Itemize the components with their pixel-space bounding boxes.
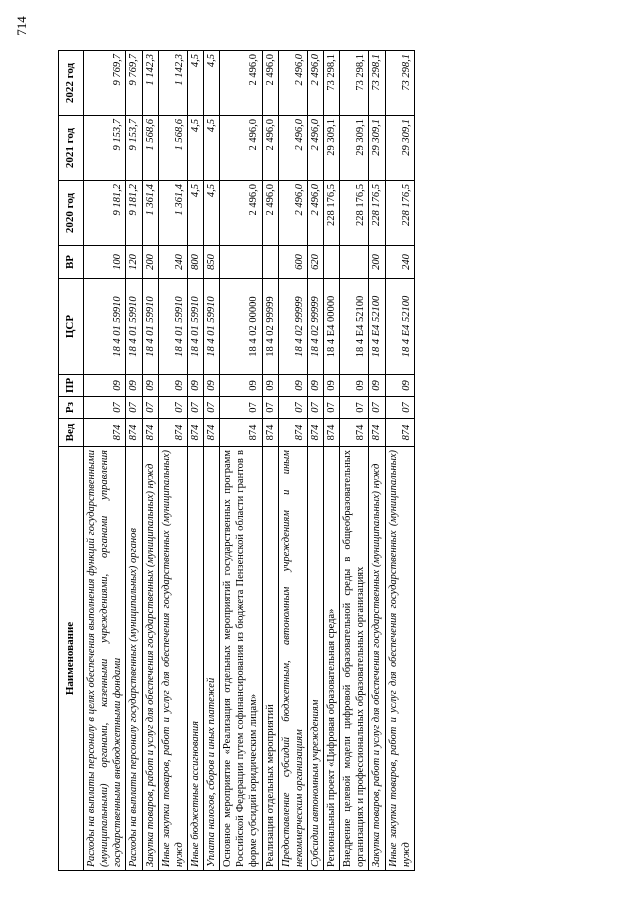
cell-csr: 18 4 01 59910 (158, 279, 187, 375)
table-row (262, 51, 278, 871)
cell-2020: 1 361,4 (142, 181, 158, 246)
header-2021: 2021 год (59, 116, 84, 181)
cell-2020: 2 496,0 (220, 181, 262, 246)
table-row (220, 51, 262, 871)
cell-pr: 09 (278, 375, 307, 397)
table-row (340, 51, 369, 871)
table-row (158, 51, 187, 871)
cell-vr (220, 246, 262, 279)
header-rz: Рз (59, 397, 84, 419)
cell-csr: 18 4 E4 52100 (385, 279, 414, 375)
cell-2022: 1 142,3 (142, 51, 158, 116)
cell-csr: 18 4 E4 52100 (340, 279, 369, 375)
cell-2020: 4,5 (204, 181, 220, 246)
cell-vr: 600 (278, 246, 307, 279)
header-2020: 2020 год (59, 181, 84, 246)
cell-ved: 874 (307, 419, 323, 447)
header-vr: ВР (59, 246, 84, 279)
cell-2021: 29 309,1 (340, 116, 369, 181)
cell-rz: 07 (340, 397, 369, 419)
table-row (307, 51, 323, 871)
cell-2020: 9 181,2 (126, 181, 142, 246)
cell-csr: 18 4 01 59910 (142, 279, 158, 375)
header-csr: ЦСР (59, 279, 84, 375)
header-name: Наименование (59, 447, 84, 871)
header-2022: 2022 год (59, 51, 84, 116)
cell-rz: 07 (220, 397, 262, 419)
cell-csr: 18 4 E4 52100 (369, 279, 385, 375)
cell-ved: 874 (187, 419, 203, 447)
cell-ved: 874 (324, 419, 340, 447)
cell-2021: 2 496,0 (278, 116, 307, 181)
cell-pr: 09 (187, 375, 203, 397)
table-row (142, 51, 158, 871)
cell-name: Уплата налогов, сборов и иных платежей (204, 447, 220, 871)
cell-rz: 07 (369, 397, 385, 419)
cell-2022: 73 298,1 (369, 51, 385, 116)
cell-ved: 874 (84, 419, 126, 447)
cell-ved: 874 (142, 419, 158, 447)
cell-pr: 09 (307, 375, 323, 397)
cell-2022: 2 496,0 (220, 51, 262, 116)
cell-vr: 620 (307, 246, 323, 279)
cell-2022: 4,5 (204, 51, 220, 116)
cell-2022: 2 496,0 (307, 51, 323, 116)
cell-csr: 18 4 02 99999 (262, 279, 278, 375)
cell-pr: 09 (126, 375, 142, 397)
cell-rz: 07 (158, 397, 187, 419)
cell-rz: 07 (84, 397, 126, 419)
cell-2021: 29 309,1 (369, 116, 385, 181)
cell-2022: 9 769,7 (84, 51, 126, 116)
cell-name: Основное мероприятие «Реализация отдельных мероприятий государственных программ Российской Федерации путем софинансирования из бюджета Пензенской области грантов в форме субсидий юридическим лицам» (220, 447, 262, 871)
table-row (126, 51, 142, 871)
cell-2021: 9 153,7 (84, 116, 126, 181)
cell-2020: 1 361,4 (158, 181, 187, 246)
cell-2021: 29 309,1 (385, 116, 414, 181)
budget-table (58, 50, 415, 871)
cell-name: Иные бюджетные ассигнования (187, 447, 203, 871)
cell-rz: 07 (262, 397, 278, 419)
cell-ved: 874 (340, 419, 369, 447)
cell-rz: 07 (278, 397, 307, 419)
cell-csr: 18 4 01 59910 (126, 279, 142, 375)
cell-2022: 1 142,3 (158, 51, 187, 116)
cell-2021: 1 568,6 (142, 116, 158, 181)
cell-vr: 800 (187, 246, 203, 279)
cell-pr: 09 (142, 375, 158, 397)
cell-pr: 09 (220, 375, 262, 397)
cell-rz: 07 (385, 397, 414, 419)
cell-rz: 07 (307, 397, 323, 419)
cell-2022: 73 298,1 (385, 51, 414, 116)
cell-name: Расходы на выплаты персоналу в целях обеспечения выполнения функций государственными (муниципальными) органами, казенными учреждениями, органами управления государственными внебюджетными фондами (84, 447, 126, 871)
cell-name: Закупка товаров, работ и услуг для обеспечения государственных (муниципальных) нужд (369, 447, 385, 871)
cell-2021: 1 568,6 (158, 116, 187, 181)
cell-pr: 09 (340, 375, 369, 397)
table-row (187, 51, 203, 871)
cell-2021: 2 496,0 (307, 116, 323, 181)
cell-name: Региональный проект «Цифровая образовательная среда» (324, 447, 340, 871)
cell-csr: 18 4 01 59910 (204, 279, 220, 375)
cell-pr: 09 (84, 375, 126, 397)
cell-ved: 874 (158, 419, 187, 447)
cell-name: Реализация отдельных мероприятий (262, 447, 278, 871)
cell-pr: 09 (369, 375, 385, 397)
cell-name: Расходы на выплаты персоналу государственных (муниципальных) органов (126, 447, 142, 871)
cell-2020: 228 176,5 (324, 181, 340, 246)
cell-rz: 07 (204, 397, 220, 419)
cell-csr: 18 4 02 99999 (307, 279, 323, 375)
cell-vr: 850 (204, 246, 220, 279)
cell-csr: 18 4 02 99999 (278, 279, 307, 375)
table-header-row (59, 51, 84, 871)
cell-name: Внедрение целевой модели цифровой образовательной среды в общеобразовательных организациях и профессиональных образовательных организациях (340, 447, 369, 871)
header-pr: ПР (59, 375, 84, 397)
table-row (204, 51, 220, 871)
cell-vr: 200 (142, 246, 158, 279)
cell-ved: 874 (126, 419, 142, 447)
cell-2020: 2 496,0 (278, 181, 307, 246)
cell-ved: 874 (278, 419, 307, 447)
cell-vr: 100 (84, 246, 126, 279)
cell-2021: 9 153,7 (126, 116, 142, 181)
cell-ved: 874 (262, 419, 278, 447)
cell-name: Иные закупки товаров, работ и услуг для обеспечения государственных (муниципальных) нужд (158, 447, 187, 871)
table-row (369, 51, 385, 871)
cell-vr (340, 246, 369, 279)
cell-pr: 09 (385, 375, 414, 397)
cell-rz: 07 (187, 397, 203, 419)
cell-rz: 07 (126, 397, 142, 419)
cell-pr: 09 (262, 375, 278, 397)
cell-2022: 4,5 (187, 51, 203, 116)
cell-ved: 874 (204, 419, 220, 447)
cell-2022: 9 769,7 (126, 51, 142, 116)
cell-vr (262, 246, 278, 279)
page-number-text: 714 (14, 16, 29, 36)
cell-2022: 2 496,0 (278, 51, 307, 116)
cell-name: Субсидии автономным учреждениям (307, 447, 323, 871)
cell-pr: 09 (324, 375, 340, 397)
cell-2020: 2 496,0 (307, 181, 323, 246)
header-ved: Вед (59, 419, 84, 447)
cell-name: Закупка товаров, работ и услуг для обеспечения государственных (муниципальных) нужд (142, 447, 158, 871)
cell-rz: 07 (142, 397, 158, 419)
cell-2020: 228 176,5 (340, 181, 369, 246)
cell-2021: 4,5 (187, 116, 203, 181)
cell-vr: 240 (385, 246, 414, 279)
cell-2020: 2 496,0 (262, 181, 278, 246)
cell-2021: 2 496,0 (220, 116, 262, 181)
cell-ved: 874 (385, 419, 414, 447)
cell-2021: 2 496,0 (262, 116, 278, 181)
cell-2022: 2 496,0 (262, 51, 278, 116)
table-row (84, 51, 126, 871)
table-row (278, 51, 307, 871)
cell-pr: 09 (204, 375, 220, 397)
cell-name: Предоставление субсидий бюджетным, автономным учреждениям и иным некоммерческим организациям (278, 447, 307, 871)
cell-vr: 120 (126, 246, 142, 279)
cell-csr: 18 4 02 00000 (220, 279, 262, 375)
cell-2022: 73 298,1 (340, 51, 369, 116)
cell-csr: 18 4 E4 00000 (324, 279, 340, 375)
cell-2020: 228 176,5 (369, 181, 385, 246)
cell-csr: 18 4 01 59910 (84, 279, 126, 375)
cell-name: Иные закупки товаров, работ и услуг для обеспечения государственных (муниципальных) нужд (385, 447, 414, 871)
cell-vr (324, 246, 340, 279)
cell-2020: 9 181,2 (84, 181, 126, 246)
cell-rz: 07 (324, 397, 340, 419)
cell-2021: 29 309,1 (324, 116, 340, 181)
cell-2020: 4,5 (187, 181, 203, 246)
cell-pr: 09 (158, 375, 187, 397)
cell-vr: 240 (158, 246, 187, 279)
cell-vr: 200 (369, 246, 385, 279)
cell-ved: 874 (369, 419, 385, 447)
cell-2020: 228 176,5 (385, 181, 414, 246)
cell-2022: 73 298,1 (324, 51, 340, 116)
cell-ved: 874 (220, 419, 262, 447)
table-row (385, 51, 414, 871)
cell-csr: 18 4 01 59910 (187, 279, 203, 375)
table-row (324, 51, 340, 871)
cell-2021: 4,5 (204, 116, 220, 181)
